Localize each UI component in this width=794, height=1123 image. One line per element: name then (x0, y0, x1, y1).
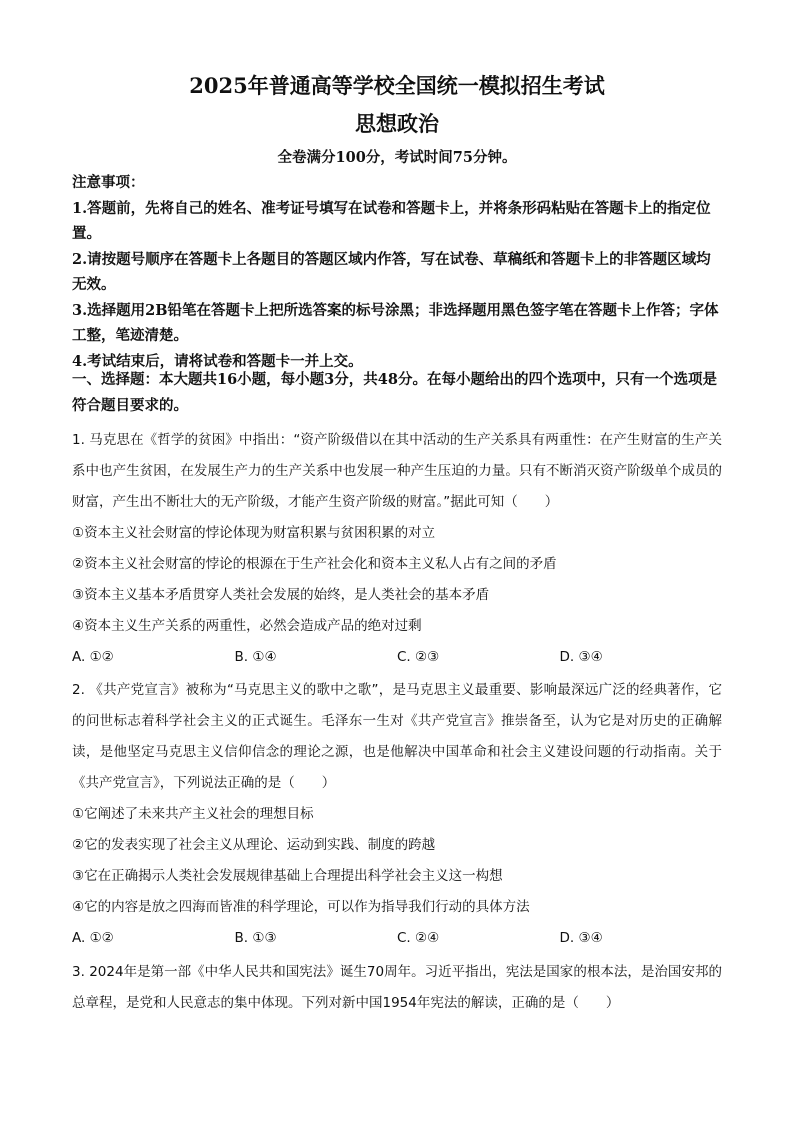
question-stem: 1. 马克思在《哲学的贫困》中指出：“资产阶级借以在其中活动的生产关系具有两重性：在产生财富的生产关系中也产生贫困，在发展生产力的生产关系中也发展一种产生压迫的力量。只有不断消灭资产阶级单个成员的财富，产生出不断壮大的无产阶级，才能产生资产阶级的财富。”据此可知（ ） (72, 432, 722, 510)
option-item: ③资本主义基本矛盾贯穿人类社会发展的始终，是人类社会的基本矛盾 (72, 587, 490, 603)
choice-c: C. ②④ (397, 930, 440, 946)
choice-b: B. ①④ (234, 649, 277, 665)
option-item: ②资本主义社会财富的悖论的根源在于生产社会化和资本主义私人占有之间的矛盾 (72, 556, 557, 572)
exam-title: 2025年普通高等学校全国统一模拟招生考试 (189, 73, 605, 98)
notice-item: 1.答题前，先将自己的姓名、准考证号填写在试卷和答题卡上，并将条形码粘贴在答题卡上的指定位置。 (72, 199, 711, 242)
answer-choices (72, 642, 722, 673)
question-1 (72, 425, 722, 673)
question-stem: 2. 《共产党宣言》被称为“马克思主义的歌中之歌”，是马克思主义最重要、影响最深远广泛的经典著作，它的问世标志着科学社会主义的正式诞生。毛泽东一生对《共产党宣言》推崇备至，认为它是对历史的正确解读，是他坚定马克思主义信仰信念的理论之源，也是他解决中国革命和社会主义建设问题的行动指南。关于《共产党宣言》，下列说法正确的是（ ） (72, 682, 722, 791)
choice-d: D. ③④ (559, 649, 603, 665)
question-2 (72, 675, 722, 954)
option-item: ④资本主义生产关系的两重性，必然会造成产品的绝对过剩 (72, 618, 422, 634)
question-stem: 3. 2024年是第一部《中华人民共和国宪法》诞生70周年。习近平指出，宪法是国家的根本法，是治国安邦的总章程，是党和人民意志的集中体现。下列对新中国1954年宪法的解读，正确的是（ ） (72, 964, 722, 1011)
notices (72, 170, 722, 374)
question-3 (72, 957, 722, 1019)
option-item: ①它阐述了未来共产主义社会的理想目标 (72, 806, 314, 822)
choice-a: A. ①② (72, 930, 114, 946)
choice-d: D. ③④ (559, 930, 603, 946)
exam-info: 全卷满分100分，考试时间75分钟。 (277, 149, 517, 166)
choice-b: B. ①③ (234, 930, 277, 946)
answer-choices (72, 923, 722, 954)
choice-c: C. ②③ (397, 649, 440, 665)
choice-a: A. ①② (72, 649, 114, 665)
section-heading: 一、选择题：本大题共16小题，每小题3分，共48分。在每小题给出的四个选项中，只有一个选项是符合题目要求的。 (72, 371, 717, 414)
notice-item: 2.请按题号顺序在答题卡上各题目的答题区域内作答，写在试卷、草稿纸和答题卡上的非答题区域均无效。 (72, 250, 711, 293)
subject-title: 思想政治 (355, 111, 439, 136)
option-item: ②它的发表实现了社会主义从理论、运动到实践、制度的跨越 (72, 837, 436, 853)
option-item: ①资本主义社会财富的悖论体现为财富积累与贫困积累的对立 (72, 525, 436, 541)
notice-item: 4.考试结束后，请将试卷和答题卡一并上交。 (72, 352, 363, 370)
option-item: ③它在正确揭示人类社会发展规律基础上合理提出科学社会主义这一构想 (72, 868, 503, 884)
notice-item: 3.选择题用2B铅笔在答题卡上把所选答案的标号涂黑；非选择题用黑色签字笔在答题卡上作答；字体工整，笔迹清楚。 (72, 301, 719, 344)
option-item: ④它的内容是放之四海而皆准的科学理论，可以作为指导我们行动的具体方法 (72, 899, 530, 915)
notices-heading: 注意事项： (72, 174, 145, 191)
